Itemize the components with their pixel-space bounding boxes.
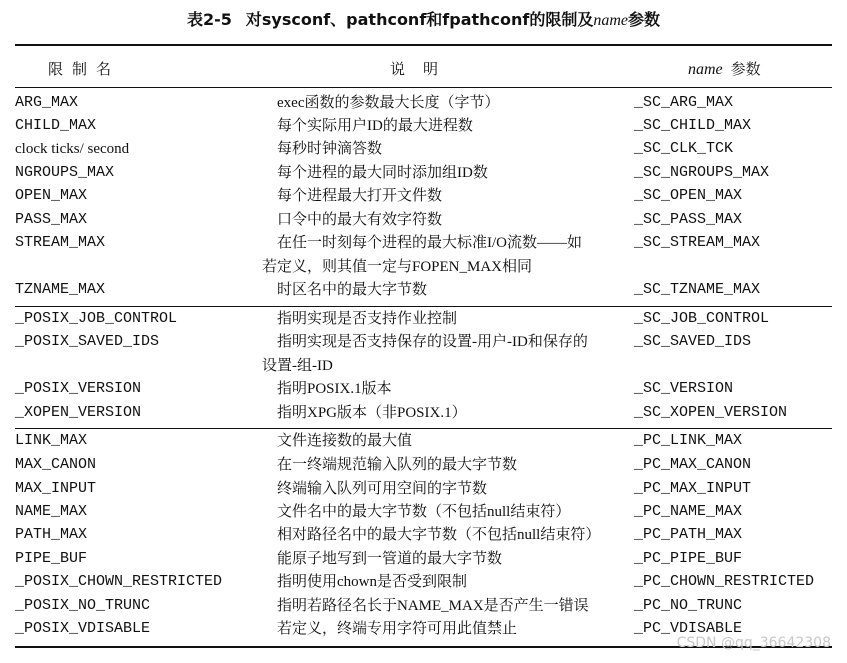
row-limit-name: _POSIX_CHOWN_RESTRICTED (15, 573, 223, 590)
row-description: 每秒时钟滴答数 (277, 141, 383, 157)
row-limit-name: PATH_MAX (15, 526, 88, 543)
row-limit-name: STREAM_MAX (15, 234, 106, 251)
row-name-param: _PC_MAX_CANON (634, 456, 752, 473)
row-description: 文件名中的最大字节数（不包括null结束符） (277, 504, 571, 520)
row-limit-name: PIPE_BUF (15, 550, 88, 567)
row-description: 时区名中的最大字节数 (277, 282, 428, 298)
row-description: 文件连接数的最大值 (277, 433, 413, 449)
row-name-param: _SC_PASS_MAX (634, 211, 743, 228)
row-description: 指明若路径名长于NAME_MAX是否产生一错误 (277, 598, 589, 614)
row-name-param: _SC_JOB_CONTROL (634, 310, 770, 327)
header-param-suffix: 参数 (730, 60, 761, 78)
header-description: 说明 (390, 60, 457, 78)
row-description: 每个进程最大打开文件数 (277, 188, 443, 204)
row-limit-name: _POSIX_JOB_CONTROL (15, 310, 178, 327)
table-number: 表2-5 (186, 10, 232, 29)
row-limit-name: LINK_MAX (15, 432, 88, 449)
row-limit-name: TZNAME_MAX (15, 281, 106, 298)
row-limit-name: OPEN_MAX (15, 187, 88, 204)
row-description-continued: 设置-组-ID (262, 358, 333, 374)
row-limit-name: PASS_MAX (15, 211, 88, 228)
row-description: 每个实际用户ID的最大进程数 (277, 118, 473, 134)
row-description: 若定义，终端专用字符可用此值禁止 (277, 621, 518, 637)
row-name-param: _PC_VDISABLE (634, 620, 743, 637)
row-description: 指明实现是否支持保存的设置-用户-ID和保存的 (277, 334, 588, 350)
row-name-param: _PC_LINK_MAX (634, 432, 743, 449)
row-limit-name: _POSIX_NO_TRUNC (15, 597, 151, 614)
row-description: 在任一时刻每个进程的最大标准I/O流数——如 (277, 235, 582, 251)
row-description: 指明XPG版本（非POSIX.1） (277, 405, 467, 421)
row-limit-name: _POSIX_SAVED_IDS (15, 333, 160, 350)
row-name-param: _PC_CHOWN_RESTRICTED (634, 573, 815, 590)
row-name-param: _SC_ARG_MAX (634, 94, 734, 111)
row-description: 在一终端规范输入队列的最大字节数 (277, 457, 518, 473)
header-param (688, 58, 761, 80)
row-description: 指明使用chown是否受到限制 (277, 574, 467, 590)
row-limit-name: MAX_CANON (15, 456, 97, 473)
table-title-prefix: 对sysconf、pathconf和fpathconf的限制及 (245, 10, 594, 29)
row-description: 终端输入队列可用空间的字节数 (277, 481, 488, 497)
row-limit-name: ARG_MAX (15, 94, 79, 111)
row-limit-name: _XOPEN_VERSION (15, 404, 142, 421)
row-description: 能原子地写到一管道的最大字节数 (277, 551, 503, 567)
row-limit-name: CHILD_MAX (15, 117, 97, 134)
row-description: 相对路径名中的最大字节数（不包括null结束符） (277, 527, 601, 543)
table-title-suffix: 参数 (628, 10, 661, 29)
header-param-italic: name (688, 61, 723, 78)
row-name-param: _SC_CLK_TCK (634, 140, 734, 157)
header-name: 限制名 (48, 60, 121, 78)
row-name-param: _PC_PATH_MAX (634, 526, 743, 543)
row-limit-name: NGROUPS_MAX (15, 164, 115, 181)
section-divider (15, 428, 832, 429)
row-description-continued: 若定义，则其值一定与FOPEN_MAX相同 (262, 259, 533, 275)
row-name-param: _SC_TZNAME_MAX (634, 281, 761, 298)
row-limit-name: clock ticks/ second (15, 141, 130, 157)
section-divider (15, 306, 832, 307)
watermark: CSDN @qq_36642308 (676, 635, 831, 651)
table-title (0, 9, 847, 32)
row-name-param: _SC_SAVED_IDS (634, 333, 752, 350)
row-name-param: _PC_MAX_INPUT (634, 480, 752, 497)
header-rule (15, 87, 832, 88)
row-description: 指明POSIX.1版本 (277, 381, 392, 397)
row-name-param: _SC_XOPEN_VERSION (634, 404, 788, 421)
row-limit-name: _POSIX_VDISABLE (15, 620, 151, 637)
top-rule (15, 44, 832, 46)
row-description: 口令中的最大有效字符数 (277, 212, 443, 228)
row-name-param: _PC_NO_TRUNC (634, 597, 743, 614)
row-name-param: _SC_NGROUPS_MAX (634, 164, 770, 181)
row-description: exec函数的参数最大长度（字节） (277, 95, 500, 111)
row-description: 指明实现是否支持作业控制 (277, 311, 458, 327)
row-limit-name: NAME_MAX (15, 503, 88, 520)
table-title-italic: name (593, 12, 629, 29)
row-limit-name: MAX_INPUT (15, 480, 97, 497)
row-limit-name: _POSIX_VERSION (15, 380, 142, 397)
row-description: 每个进程的最大同时添加组ID数 (277, 165, 488, 181)
row-name-param: _SC_STREAM_MAX (634, 234, 761, 251)
row-name-param: _PC_PIPE_BUF (634, 550, 743, 567)
row-name-param: _SC_VERSION (634, 380, 734, 397)
row-name-param: _SC_OPEN_MAX (634, 187, 743, 204)
row-name-param: _PC_NAME_MAX (634, 503, 743, 520)
row-name-param: _SC_CHILD_MAX (634, 117, 752, 134)
